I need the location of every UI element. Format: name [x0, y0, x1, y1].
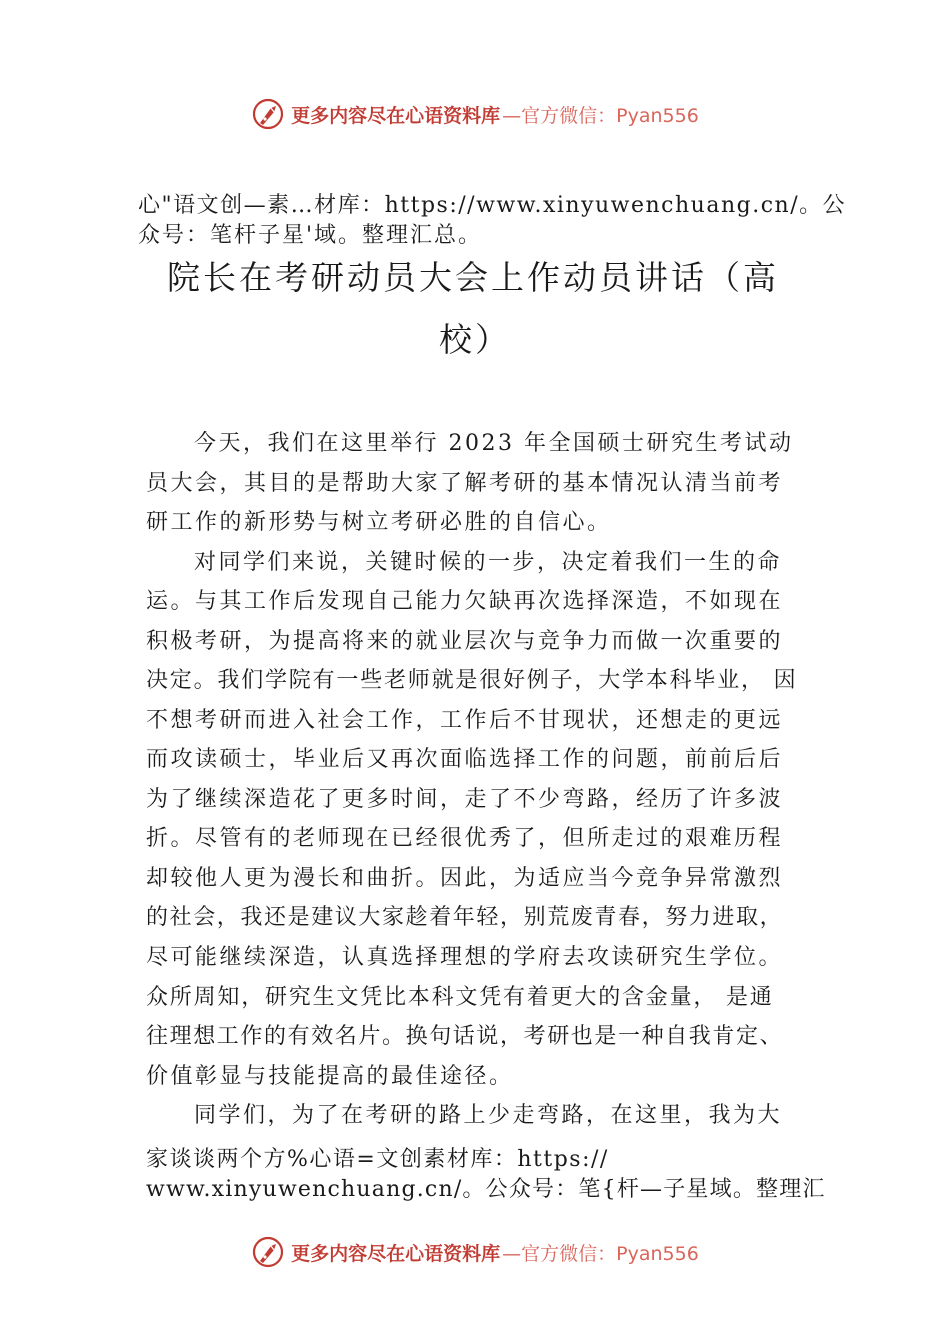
banner-contact-text: —官方微信：Pyan556 [502, 104, 699, 127]
source-note-line-2: 众号：笔杆子星'域。整理汇总。 [138, 223, 483, 248]
body-line: 为了继续深造花了更多时间，走了不少弯路，经历了许多波 [146, 787, 784, 812]
banner-brand-text: 更多内容尽在心语资料库 [291, 1242, 501, 1265]
body-line: 价值彰显与技能提高的最佳途径。 [146, 1064, 514, 1089]
banner-brand-text: 更多内容尽在心语资料库 [291, 104, 501, 127]
tail-line-2: www.xinyuwenchuang.cn/。公众号：笔{杆—子星域。整理汇 [146, 1177, 826, 1202]
body-line: 积极考研，为提高将来的就业层次与竞争力而做一次重要的 [146, 629, 784, 654]
body-line: 往理想工作的有效名片。换句话说，考研也是一种自我肯定、 [146, 1024, 784, 1049]
document-title-line-2: 校） [439, 320, 511, 359]
document-title-line-1: 院长在考研动员大会上作动员讲话（高 [167, 258, 779, 297]
body-line: 众所周知，研究生文凭比本科文凭有着更大的含金量， 是通 [146, 985, 774, 1010]
body-line: 折。尽管有的老师现在已经很优秀了，但所走过的艰难历程 [146, 826, 784, 851]
body-line: 的社会，我还是建议大家趁着年轻，别荒废青春，努力进取， [146, 905, 784, 930]
body-line: 员大会，其目的是帮助大家了解考研的基本情况认清当前考 [146, 471, 784, 496]
body-line: 今天，我们在这里举行 2023 年全国硕士研究生考试动 [194, 431, 794, 456]
tail-line-1: 家谈谈两个方%心语=文创素材库：https:// [146, 1147, 609, 1172]
body-line: 尽可能继续深造，认真选择理想的学府去攻读研究生学位。 [146, 945, 784, 970]
body-line: 不想考研而进入社会工作，工作后不甘现状，还想走的更远 [146, 708, 784, 733]
body-line: 运。与其工作后发现自己能力欠缺再次选择深造，不如现在 [146, 589, 784, 614]
body-line: 同学们，为了在考研的路上少走弯路，在这里，我为大 [194, 1103, 783, 1128]
body-line: 决定。我们学院有一些老师就是很好例子，大学本科毕业， 因 [146, 668, 798, 693]
body-line: 对同学们来说，关键时候的一步，决定着我们一生的命 [194, 550, 783, 575]
banner-contact-text: —官方微信：Pyan556 [502, 1242, 699, 1265]
body-line: 而攻读硕士，毕业后又再次面临选择工作的问题，前前后后 [146, 747, 784, 772]
pen-nib-logo-icon [251, 1235, 285, 1269]
source-note-line-1: 心"语文创—素…材库：https://www.xinyuwenchuang.cn/。公 [138, 193, 847, 218]
body-line: 却较他人更为漫长和曲折。因此，为适应当今竞争异常激烈 [146, 866, 784, 891]
pen-nib-logo-icon [251, 97, 285, 131]
body-line: 研工作的新形势与树立考研必胜的自信心。 [146, 510, 612, 535]
header-banner [0, 94, 950, 134]
footer-banner [0, 1232, 950, 1272]
